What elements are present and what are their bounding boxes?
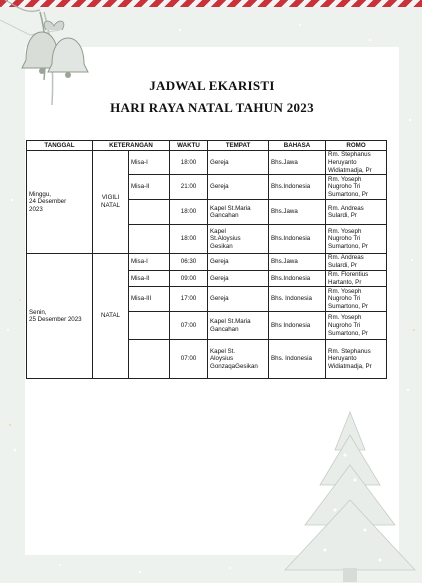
bahasa-cell: Bhs.Indonesia <box>269 270 326 287</box>
keterangan-cell: VIGILI NATAL <box>93 151 129 254</box>
misa-cell: Misa-I <box>129 151 170 175</box>
bahasa-cell: Bhs. Indonesia <box>269 340 326 379</box>
misa-cell: Misa-II <box>129 175 170 200</box>
table-header-row <box>27 141 387 151</box>
waktu-cell: 17:00 <box>170 287 208 312</box>
document-title: JADWAL EKARISTI <box>149 78 275 93</box>
bahasa-cell: Bhs.Jawa <box>269 200 326 225</box>
waktu-cell: 09:00 <box>170 270 208 287</box>
romo-cell: Rm. Andreas Sulardi, Pr <box>326 200 387 225</box>
col-header-bahasa: BAHASA <box>269 141 326 151</box>
col-header-waktu: WAKTU <box>170 141 208 151</box>
misa-cell: Misa-I <box>129 254 170 271</box>
misa-cell <box>129 200 170 225</box>
col-header-tanggal: TANGGAL <box>27 141 93 151</box>
table-row <box>27 254 387 271</box>
misa-cell <box>129 312 170 340</box>
bahasa-cell: Bhs. Indonesia <box>269 287 326 312</box>
romo-cell: Rm. Stephanus Heruyanto Widiatmadja, Pr <box>326 340 387 379</box>
bahasa-cell: Bhs.Indonesia <box>269 225 326 254</box>
tempat-cell: Gereja <box>208 287 269 312</box>
bahasa-cell: Bhs.Indonesia <box>269 175 326 200</box>
romo-cell: Rm. Yoseph Nugroho Tri Sumartono, Pr <box>326 312 387 340</box>
waktu-cell: 21:00 <box>170 175 208 200</box>
romo-cell: Rm. Yoseph Nugroho Tri Sumartono, Pr <box>326 175 387 200</box>
waktu-cell: 07:00 <box>170 312 208 340</box>
date-cell: Senin, 25 Desember 2023 <box>27 254 93 379</box>
christmas-tree-icon <box>255 410 422 583</box>
misa-cell: Misa-II <box>129 270 170 287</box>
romo-cell: Rm. Stephanus Heruyanto Widiatmadja, Pr <box>326 151 387 175</box>
tempat-cell: Kapel St.Maria Gancahan <box>208 312 269 340</box>
misa-cell <box>129 225 170 254</box>
misa-cell <box>129 340 170 379</box>
tempat-cell: Gereja <box>208 270 269 287</box>
table-row <box>27 151 387 175</box>
schedule-table <box>26 140 387 379</box>
romo-cell: Rm. Andreas Sulardi, Pr <box>326 254 387 271</box>
romo-cell: Rm. Yoseph Nugroho Tri Sumartono, Pr <box>326 225 387 254</box>
waktu-cell: 06:30 <box>170 254 208 271</box>
keterangan-cell: NATAL <box>93 254 129 379</box>
romo-cell: Rm. Yoseph Nugroho Tri Sumartono, Pr <box>326 287 387 312</box>
bahasa-cell: Bhs Indonesia <box>269 312 326 340</box>
bahasa-cell: Bhs.Jawa <box>269 151 326 175</box>
tempat-cell: Gereja <box>208 151 269 175</box>
waktu-cell: 18:00 <box>170 200 208 225</box>
schedule-body <box>27 151 387 379</box>
tempat-cell: Kapel St. Aloysius GonzaqaGesikan <box>208 340 269 379</box>
bahasa-cell: Bhs.Jawa <box>269 254 326 271</box>
col-header-tempat: TEMPAT <box>208 141 269 151</box>
tempat-cell: Kapel St.Aloysius Gesikan <box>208 225 269 254</box>
waktu-cell: 18:00 <box>170 225 208 254</box>
tempat-cell: Kapel St.Maria Gancahan <box>208 200 269 225</box>
misa-cell: Misa-III <box>129 287 170 312</box>
col-header-keterangan: KETERANGAN <box>93 141 170 151</box>
romo-cell: Rm. Florentius Hartanto, Pr <box>326 270 387 287</box>
waktu-cell: 07:00 <box>170 340 208 379</box>
document-subtitle: HARI RAYA NATAL TAHUN 2023 <box>110 100 314 115</box>
col-header-romo: ROMO <box>326 141 387 151</box>
waktu-cell: 18:00 <box>170 151 208 175</box>
tempat-cell: Gereja <box>208 254 269 271</box>
tempat-cell: Gereja <box>208 175 269 200</box>
date-cell: Minggu, 24 Desember 2023 <box>27 151 93 254</box>
